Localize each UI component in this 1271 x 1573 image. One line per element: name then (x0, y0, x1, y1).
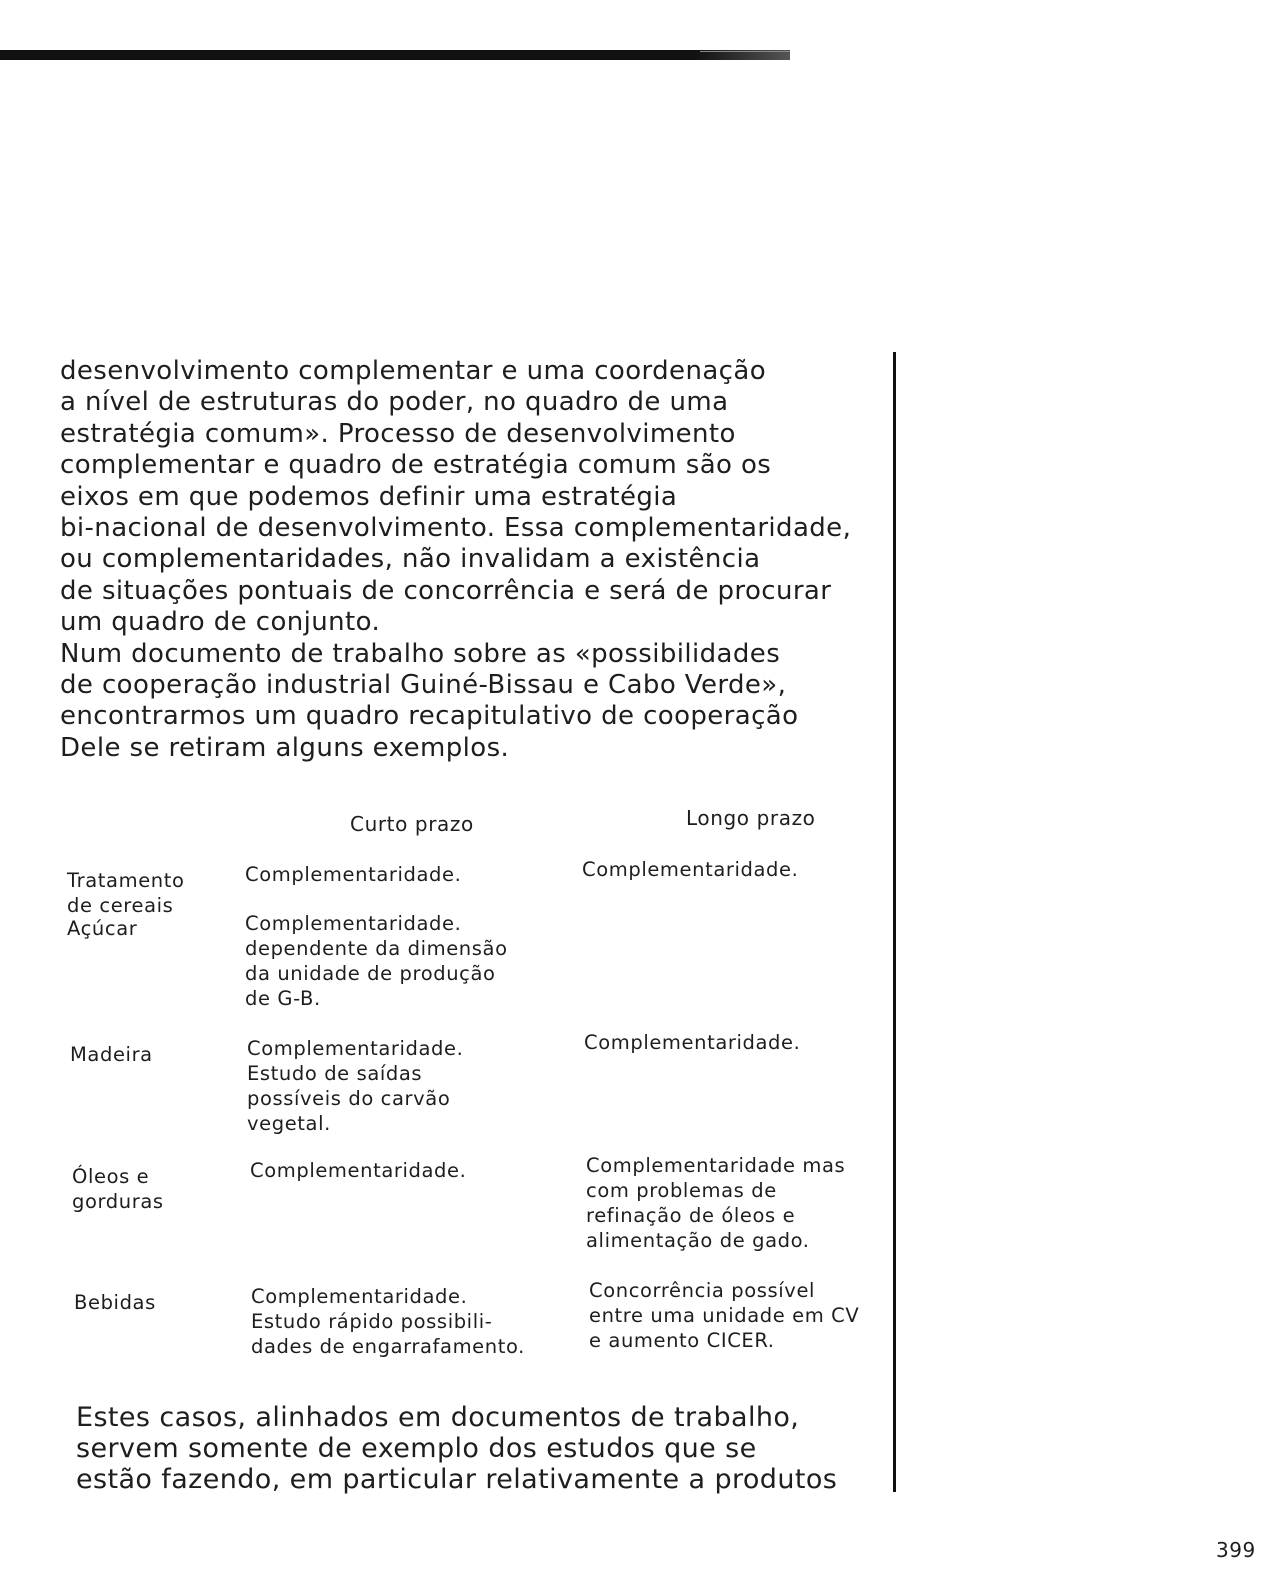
header-short-term: Curto prazo (350, 812, 474, 836)
row-product (67, 916, 137, 941)
text-line: Complementaridade. (247, 1037, 464, 1060)
text-line: Num documento de trabalho sobre as «possibilidades (60, 638, 781, 669)
text-line: Complementaridade. (584, 1031, 801, 1054)
paragraph-closing (76, 1402, 906, 1495)
paragraph-intro (60, 356, 890, 764)
row-product (72, 1164, 164, 1214)
text-line: alimentação de gado. (586, 1229, 810, 1252)
text-line: Complementaridade. (245, 863, 462, 886)
text-line: da unidade de produção (245, 962, 496, 985)
text-line: Dele se retiram alguns exemplos. (60, 732, 510, 763)
row-short-term (250, 1158, 466, 1183)
text-line: servem somente de exemplo dos estudos que se (76, 1433, 757, 1464)
text-line: estratégia comum». Processo de desenvolvimento (60, 418, 736, 449)
text-line: vegetal. (247, 1112, 331, 1135)
text-line: Estudo de saídas (247, 1062, 423, 1085)
text-line: Complementaridade. (582, 858, 799, 881)
text-line: de situações pontuais de concorrência e será de procurar (60, 575, 832, 606)
text-line: Tratamento (67, 869, 185, 892)
text-line: eixos em que podemos definir uma estratégia (60, 481, 678, 512)
text-line: Bebidas (74, 1291, 156, 1314)
text-line: refinação de óleos e (586, 1204, 796, 1227)
page-number: 399 (1216, 1538, 1256, 1562)
row-product (67, 868, 185, 918)
row-product (70, 1042, 153, 1067)
row-short-term (245, 911, 508, 1011)
text-line: complementar e quadro de estratégia comum são os (60, 450, 772, 481)
text-line: dades de engarrafamento. (251, 1335, 525, 1358)
row-long-term (582, 857, 798, 882)
row-long-term (584, 1030, 800, 1055)
header-long-term: Longo prazo (686, 806, 816, 830)
text-line: estão fazendo, em particular relativamente a produtos (76, 1464, 838, 1495)
text-line: de cooperação industrial Guiné-Bissau e Cabo Verde», (60, 670, 787, 701)
text-line: desenvolvimento complementar e uma coordenação (60, 356, 767, 386)
row-product (74, 1290, 156, 1315)
row-short-term (247, 1036, 463, 1136)
text-line: Açúcar (67, 917, 138, 940)
top-rule-tail (700, 51, 790, 52)
row-short-term (251, 1284, 525, 1359)
text-line: entre uma unidade em CV (589, 1304, 860, 1327)
text-line: possíveis do carvão (247, 1087, 451, 1110)
row-long-term (589, 1278, 859, 1353)
top-rule (0, 50, 790, 60)
text-line: ou complementaridades, não invalidam a existência (60, 544, 761, 575)
text-line: Madeira (70, 1043, 153, 1066)
text-line: de G-B. (245, 987, 321, 1010)
row-long-term (586, 1153, 845, 1253)
text-line: bi-nacional de desenvolvimento. Essa complementaridade, (60, 513, 852, 544)
margin-rule (893, 352, 896, 1492)
text-line: a nível de estruturas do poder, no quadro de uma (60, 387, 729, 418)
text-line: um quadro de conjunto. (60, 607, 381, 638)
row-short-term (245, 862, 461, 887)
text-line: encontrarmos um quadro recapitulativo de cooperação (60, 701, 799, 732)
text-line: e aumento CICER. (589, 1329, 775, 1352)
text-line: Concorrência possível (589, 1279, 816, 1302)
text-line: Estes casos, alinhados em documentos de trabalho, (76, 1402, 800, 1433)
text-line: Complementaridade mas (586, 1154, 846, 1177)
text-line: com problemas de (586, 1179, 777, 1202)
text-line: gorduras (72, 1190, 164, 1213)
text-line: Estudo rápido possibili- (251, 1310, 493, 1333)
text-line: dependente da dimensão (245, 937, 508, 960)
text-line: Complementaridade. (250, 1159, 467, 1182)
text-line: de cereais (67, 894, 174, 917)
text-line: Óleos e (72, 1165, 150, 1188)
text-line: Complementaridade. (251, 1285, 468, 1308)
text-line: Complementaridade. (245, 912, 462, 935)
